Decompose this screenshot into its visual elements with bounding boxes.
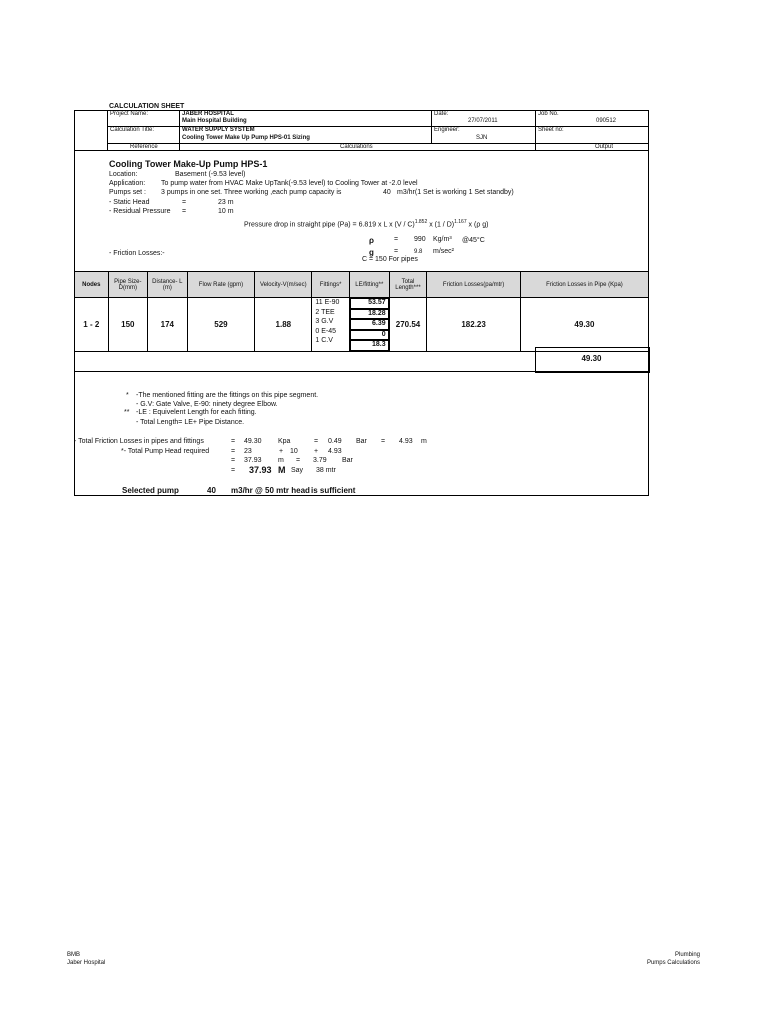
th-velocity: Velocity-V(m/sec) [255, 272, 312, 298]
note1-mark: * [126, 392, 129, 399]
fitting-item: 3 G.V [315, 318, 334, 326]
project-label: Project Name: [110, 111, 149, 117]
th-le: LE/fitting** [349, 272, 389, 298]
note1b: - G.V: Gate Valve, E-90: ninety degree Elbow. [136, 401, 278, 408]
r1-u1: Kpa [278, 438, 291, 445]
selected-suffix: is sufficient [311, 486, 356, 495]
engineer-label: Engineer: [434, 127, 460, 133]
note1: -The mentioned fitting are the fittings on this pipe segment. [136, 392, 319, 399]
table-header-row [75, 272, 649, 298]
g-unit: m/sec² [433, 248, 454, 255]
col-calculations: Calculations [340, 144, 373, 150]
r4-u1: M [278, 465, 286, 475]
selected-value: 40 [207, 486, 216, 495]
residual-eq: = [182, 208, 187, 215]
pump-head-label: *- Total Pump Head required [121, 448, 210, 455]
le-item: 53.57 [350, 298, 389, 309]
r3-u2: Bar [342, 457, 353, 464]
rho-value: 990 [414, 236, 426, 243]
project-building: Main Hospital Building [182, 118, 247, 124]
sum-value: 49.30 [581, 354, 602, 363]
r2-v1: 23 [244, 448, 252, 455]
cell-distance: 174 [148, 298, 188, 352]
rho-unit: Kg/m³ [433, 236, 452, 243]
section-heading: Cooling Tower Make-Up Pump HPS-1 [109, 159, 268, 169]
fitting-item: 2 TEE [315, 308, 335, 316]
r4-v2: 38 mtr [316, 467, 336, 474]
sheet-title: CALCULATION SHEET [109, 103, 185, 110]
le-item: 0 [350, 330, 389, 341]
table-row [75, 298, 649, 352]
th-total-length: Total Length*** [389, 272, 427, 298]
job-label: Job No. [538, 111, 559, 117]
th-friction-kpa: Friction Losses in Pipe (Kpa) [520, 272, 648, 298]
sheet-label: Sheet no: [538, 127, 564, 133]
pumps-value: 3 pumps in one set. Three working ,each pump capacity is [161, 189, 342, 196]
th-fittings: Fittings* [312, 272, 350, 298]
le-item: 18.3 [350, 340, 389, 351]
friction-label: - Friction Losses:- [109, 250, 165, 257]
pumps-label: Pumps set : [109, 189, 146, 196]
rho-eq: = [394, 236, 399, 243]
cell-fittings [312, 298, 350, 352]
note3: - Total Length= LE+ Pipe Distance. [136, 419, 245, 426]
fitting-item: 1 C.V [315, 337, 333, 345]
footer-left-2: Jaber Hospital [67, 960, 106, 966]
r1-eq2: = [314, 438, 319, 445]
col-output: Output [595, 144, 614, 150]
pumps-unit: m3/hr(1 Set is working 1 Set standby) [397, 189, 514, 196]
le-item: 6.39 [350, 319, 389, 330]
r2-eq: = [231, 448, 236, 455]
g-value: 9.8 [414, 249, 423, 255]
g-eq: = [394, 248, 399, 255]
r3-v1: 37.93 [244, 457, 262, 464]
footer-right-1: Plumbing [674, 952, 700, 958]
application-label: Application: [109, 180, 146, 187]
r2-plus2: + [314, 448, 319, 455]
r1-u2: Bar [356, 438, 367, 445]
col-reference: Reference [130, 144, 158, 150]
g-symbol: g [369, 248, 374, 257]
cell-flow: 529 [187, 298, 255, 352]
th-flow: Flow Rate (gpm) [187, 272, 255, 298]
selected-label: Selected pump [122, 486, 179, 495]
r4-v1: 37.93 [249, 465, 272, 475]
fitting-item: 11 E-90 [315, 299, 340, 306]
r3-eq2: = [296, 457, 301, 464]
calc-title: WATER SUPPLY SYSTEM [182, 127, 255, 133]
th-nodes: Nodes [75, 272, 109, 298]
project-name: JABER HOSPITAL [182, 111, 234, 117]
cell-total-length: 270.54 [389, 298, 427, 352]
cell-velocity: 1.88 [255, 298, 312, 352]
r1-u3: m [421, 438, 427, 445]
total-friction-label: - Total Friction Losses in pipes and fittings [74, 438, 204, 445]
c-value: C = 150 For pipes [362, 256, 418, 263]
footer-right-2: Pumps Calculations [646, 960, 700, 966]
static-label: - Static Head [109, 199, 150, 206]
formula: Pressure drop in straight pipe (Pa) = 6.819 x L x (V / C)$^{1.852}$ x (1 / D)$^{1.167}$ x (ρ g) [244, 219, 489, 229]
r1-v2: 0.49 [328, 438, 342, 445]
r4-eq: = [231, 467, 236, 474]
note2: -LE : Equivelent Length for each fitting. [136, 409, 257, 416]
location-value: Basement (-9.53 level) [175, 171, 246, 178]
r2-v2: 10 [290, 448, 298, 455]
note2-mark: ** [124, 409, 130, 416]
residual-label: - Residual Pressure [109, 208, 171, 215]
location-label: Location: [109, 171, 138, 178]
calc-title-label: Calculation Title: [110, 127, 155, 133]
cell-friction-kpa: 49.30 [520, 298, 648, 352]
pumps-capacity: 40 [383, 189, 391, 196]
job-value: 090512 [596, 118, 617, 124]
selected-text: m3/hr @ 50 mtr head [231, 486, 310, 495]
th-distance: Distance- L (m) [148, 272, 188, 298]
r1-v3: 4.93 [399, 438, 413, 445]
engineer-value: SJN [476, 135, 488, 141]
r3-v2: 3.79 [313, 457, 327, 464]
r3-eq: = [231, 457, 236, 464]
r1-v1: 49.30 [244, 438, 262, 445]
static-eq: = [182, 199, 187, 206]
r2-v3: 4.93 [328, 448, 342, 455]
cell-friction-pa: 182.23 [427, 298, 521, 352]
static-value: 23 m [218, 199, 234, 206]
cell-pipe-size: 150 [108, 298, 147, 352]
cell-nodes: 1 - 2 [75, 298, 109, 352]
r3-u1: m [278, 457, 284, 464]
date-value: 27/07/2011 [468, 118, 498, 124]
friction-table [74, 271, 649, 352]
rho-temp: @45°C [462, 237, 485, 244]
le-item: 18.28 [350, 309, 389, 320]
r1-eq3: = [381, 438, 386, 445]
fitting-item: 0 E-45 [315, 327, 336, 335]
r2-plus1: + [279, 448, 284, 455]
th-pipe-size: Pipe Size-D(mm) [108, 272, 147, 298]
application-value: To pump water from HVAC Make UpTank(-9.53 level) to Cooling Tower at -2.0 level [161, 180, 418, 187]
r4-say: Say [291, 467, 304, 474]
rho-symbol: ρ [369, 236, 374, 245]
cell-le [349, 298, 389, 352]
calc-subtitle: Cooling Tower Make Up Pump HPS-01 Sizing [182, 135, 310, 141]
residual-value: 10 m [218, 208, 234, 215]
footer-left-1: BMB [67, 952, 81, 958]
r1-eq: = [231, 438, 236, 445]
date-label: Date: [434, 111, 449, 117]
th-friction-pa: Friction Losses(pa/mtr) [427, 272, 521, 298]
